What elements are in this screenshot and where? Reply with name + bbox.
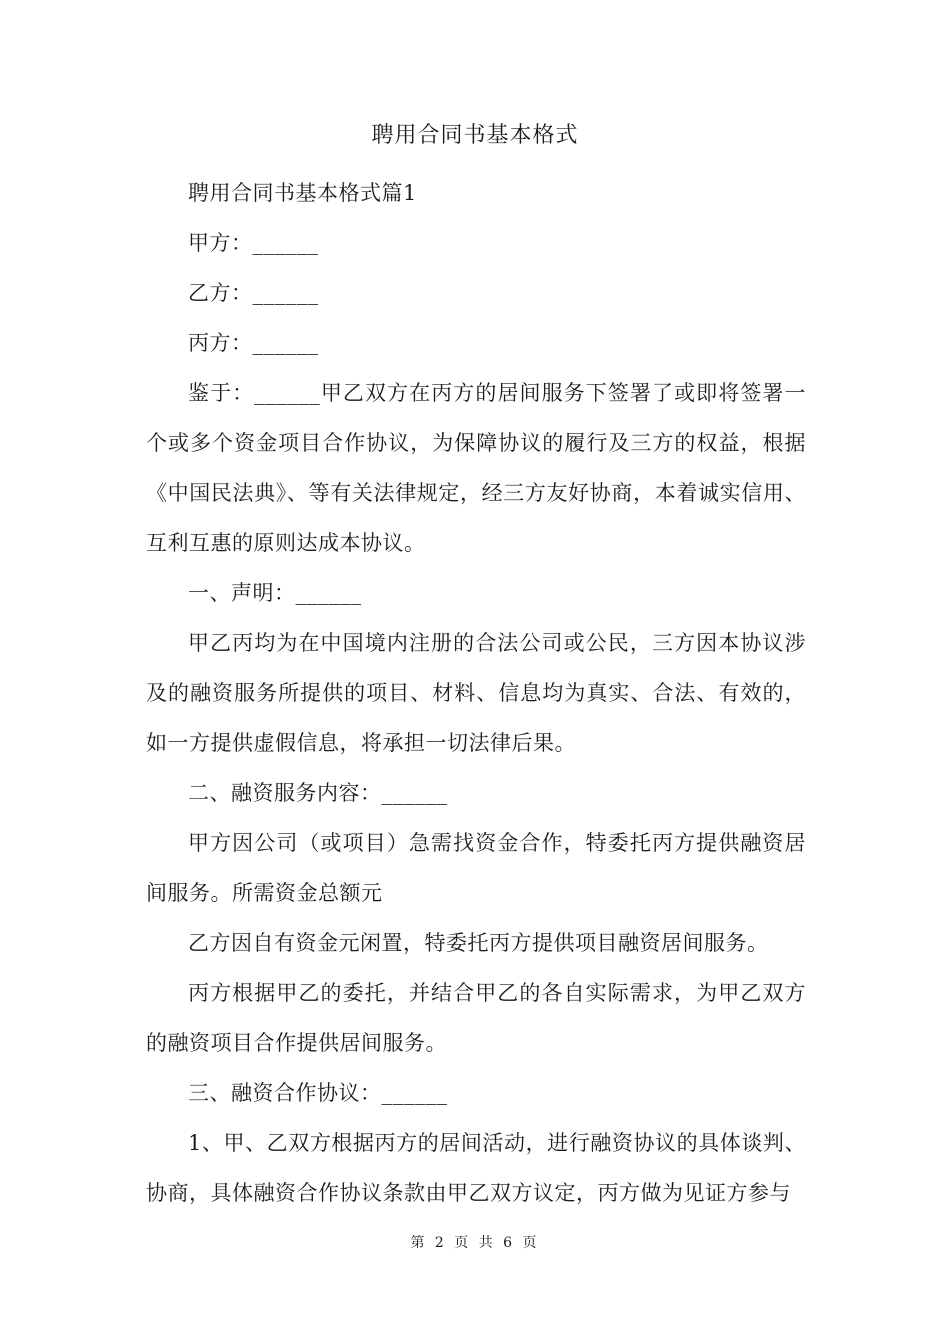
document-title: 聘用合同书基本格式 <box>371 123 579 148</box>
party-c-line: 丙方：______ <box>188 331 319 355</box>
document-body <box>146 168 806 1218</box>
clause-heading-cooperation-agreement: 三、融资合作协议：______ <box>188 1081 448 1105</box>
clause-heading-declaration: 一、声明：______ <box>188 581 362 605</box>
party-b-service-paragraph: 乙方因自有资金元闲置，特委托丙方提供项目融资居间服务。 <box>188 931 769 955</box>
declaration-paragraph: 甲乙丙均为在中国境内注册的合法公司或公民，三方因本协议涉及的融资服务所提供的项目、材料、信息均为真实、合法、有效的，如一方提供虚假信息，将承担一切法律后果。 <box>146 631 806 755</box>
party-c-service-paragraph: 丙方根据甲乙的委托，并结合甲乙的各自实际需求，为甲乙双方的融资项目合作提供居间服务。 <box>146 981 806 1055</box>
party-a-line: 甲方：______ <box>188 231 319 255</box>
page-number: 第 2 页 共 6 页 <box>410 1235 540 1251</box>
whereas-paragraph: 鉴于：______甲乙双方在丙方的居间服务下签署了或即将签署一个或多个资金项目合作协议，为保障协议的履行及三方的权益，根据《中国民法典》、等有关法律规定，经三方友好协商，本着诚实信用、互利互惠的原则达成本协议。 <box>146 381 806 555</box>
clause-heading-service-content: 二、融资服务内容：______ <box>188 781 448 805</box>
cooperation-item-1: 1、甲、乙双方根据丙方的居间活动，进行融资协议的具体谈判、协商，具体融资合作协议条款由甲乙双方议定，丙方做为见证方参与 <box>146 1131 806 1205</box>
party-a-service-paragraph: 甲方因公司（或项目）急需找资金合作，特委托丙方提供融资居间服务。所需资金总额元 <box>146 831 806 905</box>
section-heading: 聘用合同书基本格式篇1 <box>188 181 417 205</box>
party-b-line: 乙方：______ <box>188 281 319 305</box>
